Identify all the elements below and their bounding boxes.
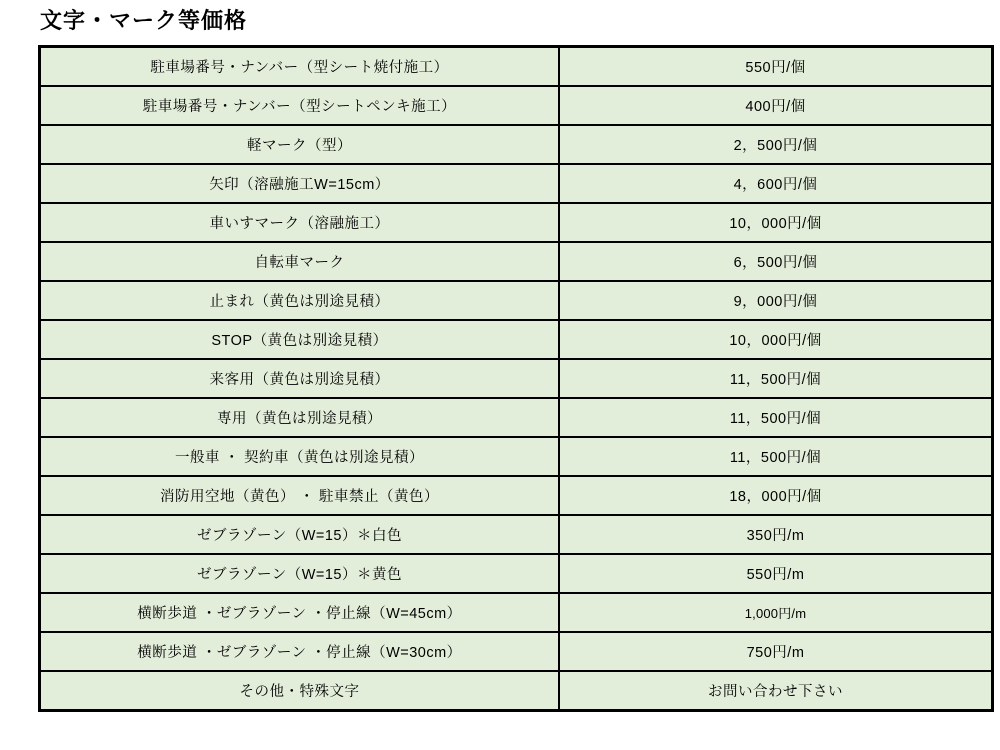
item-price-cell: 18，000円/個 <box>559 476 993 515</box>
item-label-cell: 専用（黄色は別途見積） <box>40 398 560 437</box>
table-row <box>40 671 993 711</box>
page-title: 文字・マーク等価格 <box>40 8 248 33</box>
item-price-cell: 400円/個 <box>559 86 993 125</box>
table-row <box>40 203 993 242</box>
item-price-cell: 550円/m <box>559 554 993 593</box>
item-price-cell: 10，000円/個 <box>559 320 993 359</box>
price-table-body <box>40 47 993 711</box>
item-price-cell: お問い合わせ下さい <box>559 671 993 711</box>
table-row <box>40 86 993 125</box>
table-row <box>40 632 993 671</box>
item-price-cell: 4，600円/個 <box>559 164 993 203</box>
table-row <box>40 242 993 281</box>
item-label-cell: 横断歩道 ・ゼブラゾーン ・停止線（W=45cm） <box>40 593 560 632</box>
item-label-cell: ゼブラゾーン（W=15）＊黄色 <box>40 554 560 593</box>
item-label-cell: 一般車 ・ 契約車（黄色は別途見積） <box>40 437 560 476</box>
item-label-cell: 駐車場番号・ナンバー（型シート焼付施工） <box>40 47 560 87</box>
table-row <box>40 593 993 632</box>
table-row <box>40 554 993 593</box>
item-label-cell: 駐車場番号・ナンバー（型シートペンキ施工） <box>40 86 560 125</box>
table-row <box>40 125 993 164</box>
table-row <box>40 437 993 476</box>
item-label-cell: ゼブラゾーン（W=15）＊白色 <box>40 515 560 554</box>
table-row <box>40 476 993 515</box>
table-row <box>40 281 993 320</box>
item-price-cell: 750円/m <box>559 632 993 671</box>
item-price-cell: 11，500円/個 <box>559 398 993 437</box>
item-label-cell: 止まれ（黄色は別途見積） <box>40 281 560 320</box>
item-label-cell: 軽マーク（型） <box>40 125 560 164</box>
item-price-cell: 550円/個 <box>559 47 993 87</box>
item-price-cell: 2，500円/個 <box>559 125 993 164</box>
item-label-cell: 矢印（溶融施工W=15cm） <box>40 164 560 203</box>
table-row <box>40 320 993 359</box>
item-label-cell: その他・特殊文字 <box>40 671 560 711</box>
item-label-cell: 車いすマーク（溶融施工） <box>40 203 560 242</box>
item-price-cell: 11，500円/個 <box>559 359 993 398</box>
item-label-cell: STOP（黄色は別途見積） <box>40 320 560 359</box>
item-label-cell: 消防用空地（黄色） ・ 駐車禁止（黄色） <box>40 476 560 515</box>
item-price-cell: 9，000円/個 <box>559 281 993 320</box>
table-row <box>40 359 993 398</box>
table-row <box>40 398 993 437</box>
price-table <box>38 45 994 712</box>
item-price-cell: 10，000円/個 <box>559 203 993 242</box>
table-row <box>40 47 993 87</box>
item-price-cell: 6，500円/個 <box>559 242 993 281</box>
table-row <box>40 164 993 203</box>
item-price-cell: 11，500円/個 <box>559 437 993 476</box>
item-price-cell: 1,000円/m <box>559 593 993 632</box>
table-row <box>40 515 993 554</box>
item-label-cell: 自転車マーク <box>40 242 560 281</box>
item-label-cell: 来客用（黄色は別途見積） <box>40 359 560 398</box>
item-label-cell: 横断歩道 ・ゼブラゾーン ・停止線（W=30cm） <box>40 632 560 671</box>
item-price-cell: 350円/m <box>559 515 993 554</box>
